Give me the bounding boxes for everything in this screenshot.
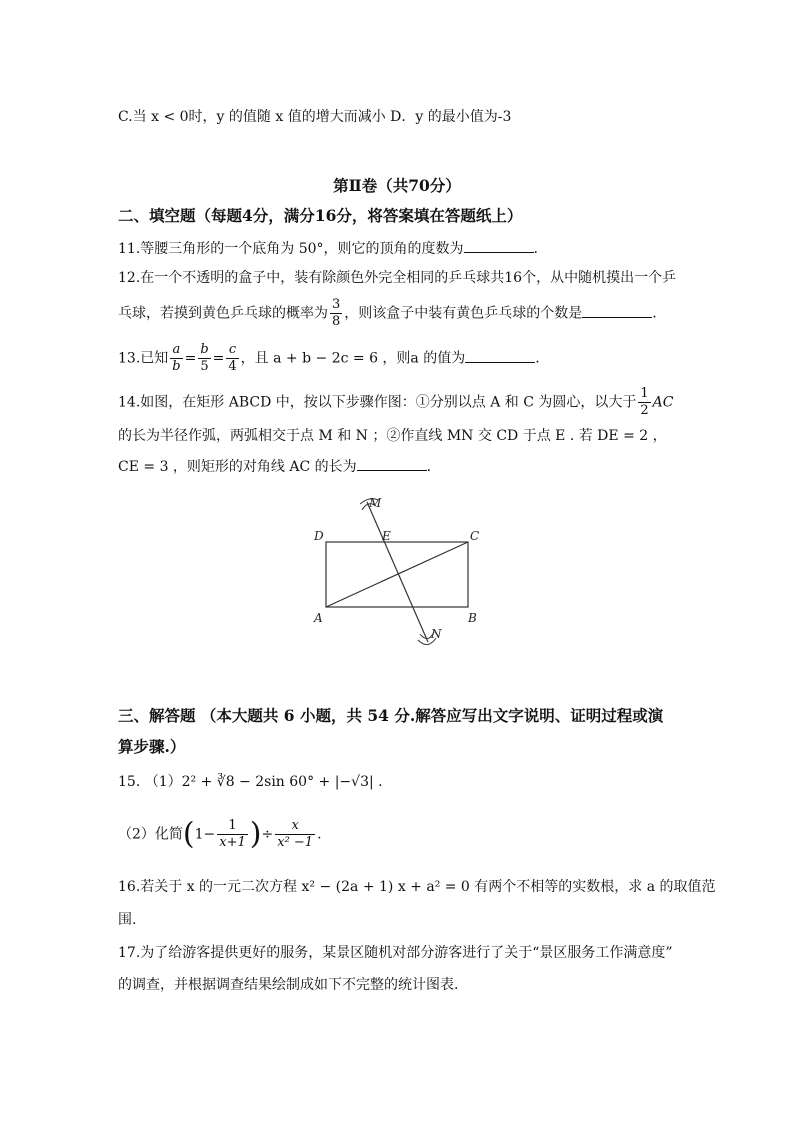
solve-header-line1: 三、解答题 （本大题共 6 小题，共 54 分.解答应写出文字说明、证明过程或演 [118, 706, 664, 725]
question-17-line2: 的调查，并根据调查结果绘制成如下不完整的统计图表. [118, 977, 459, 993]
fraction-3-8: $\frac{3}{8}$ [332, 297, 341, 329]
q11-text: 11.等腰三角形的一个底角为 50°，则它的顶角的度数为 [118, 241, 464, 257]
q12-text-post: ，则该盒子中装有黄色乒乓球的个数是 [344, 305, 583, 322]
question-13 [118, 342, 540, 375]
question-15-part2: （2）化简(1− $\frac{1}{x+1}$ )÷ $\frac{x}{\text{x² −1}}$ . [118, 816, 322, 852]
q15-simplify-label: （2）化简 [118, 826, 183, 843]
q14-text: CE = 3 ，则矩形的对角线 AC 的长为 [118, 459, 357, 475]
question-14-line3 [118, 456, 431, 477]
label-d: D [314, 529, 324, 543]
q14-text-pre: 14.如图，在矩形 ABCD 中，按以下步骤作图：①分别以点 A 和 C 为圆心，以大于 [118, 394, 637, 411]
q14-text-post: AC [652, 394, 674, 411]
fraction-1-over-x-plus-1: $\frac{1}{x+1}$ [219, 818, 246, 850]
label-m: M [369, 496, 382, 510]
q13-text-pre: 13.已知 [118, 350, 169, 367]
answer-blank [465, 348, 535, 363]
equals-sign: = [184, 350, 197, 367]
fraction-x-over-x2-minus-1: $\frac{x}{\text{x² −1}}$ [277, 818, 314, 850]
question-11 [118, 238, 538, 259]
period: . [652, 305, 657, 322]
question-14-line2: 的长为半径作弧，两弧相交于点 M 和 N ；②作直线 MN 交 CD 于点 E . 若 DE = 2 ， [118, 428, 667, 444]
solve-header-line2: 算步骤.） [118, 737, 186, 756]
answer-blank [357, 456, 427, 471]
label-n: N [431, 627, 442, 641]
fraction-a-b: $\frac{a}{b}$ [172, 342, 181, 374]
period: . [535, 350, 540, 367]
question-12-line1: 12.在一个不透明的盒子中，装有除颜色外完全相同的乒乓球共16个，从中随机摸出一个乒 [118, 270, 677, 286]
question-16-line2: 围. [118, 912, 137, 928]
question-14-line1 [118, 386, 674, 419]
question-15-part1: 15. （1）2² + ∛8 − 2sin 60° + |−√3| . [118, 774, 383, 790]
fraction-b-5: $\frac{b}{5}$ [200, 342, 209, 374]
rectangle-figure [300, 490, 500, 655]
question-12-line2 [118, 297, 657, 330]
section2-title: 第Ⅱ卷（共70分） [333, 176, 461, 195]
question-16-line1: 16.若关于 x 的一元二次方程 x² − (2a + 1) x + a² = 0 有两个不相等的实数根，求 a 的取值范 [118, 879, 716, 895]
equals-sign: = [212, 350, 225, 367]
fill-in-header: 二、填空题（每题4分，满分16分，将答案填在答题纸上） [118, 206, 523, 225]
diagonal-ac [326, 542, 468, 607]
period: . [426, 459, 432, 475]
label-c: C [470, 529, 480, 543]
label-b: B [468, 611, 477, 625]
question-17-line1: 17.为了给游客提供更好的服务，某景区随机对部分游客进行了关于“景区服务工作满意度” [118, 945, 673, 961]
fraction-1-2: $\frac{1}{2}$ [640, 386, 649, 418]
q12-text-pre: 乓球，若摸到黄色乒乓球的概率为 [118, 305, 328, 322]
period: . [317, 826, 322, 843]
fraction-c-4: $\frac{c}{4}$ [228, 342, 237, 374]
line-mn [367, 502, 428, 642]
period: . [533, 241, 538, 257]
q10-options-cd: C.当 x < 0时，y 的值随 x 值的增大而减小 D．y 的最小值为-3 [118, 109, 512, 125]
answer-blank [582, 303, 652, 318]
label-e: E [382, 529, 391, 543]
one-minus: 1− [194, 826, 216, 843]
answer-blank [464, 238, 534, 253]
label-a: A [314, 611, 323, 625]
divide-sign: ÷ [261, 826, 274, 843]
q13-text-post: ，且 a + b − 2c = 6 ，则a 的值为 [240, 350, 466, 367]
